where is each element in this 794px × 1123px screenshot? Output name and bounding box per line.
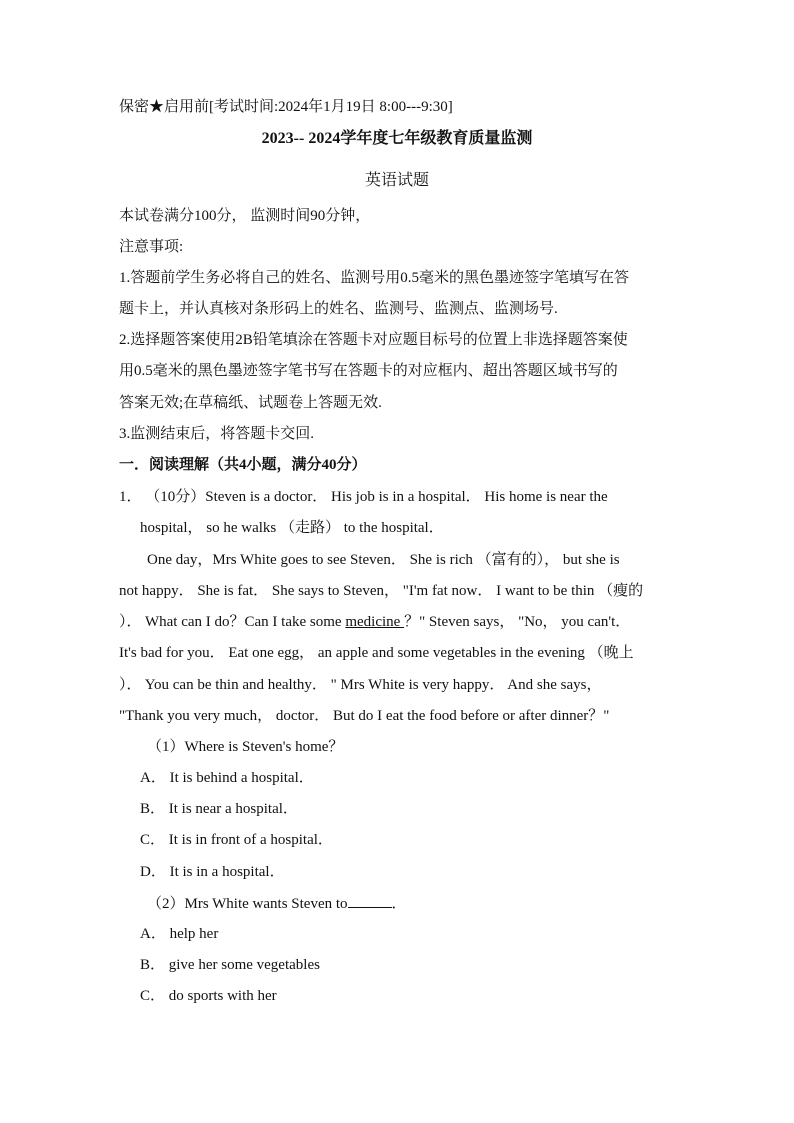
sub1-option-b: B． It is near a hospital． <box>140 801 298 817</box>
sub1-option-d: D． It is in a hospital． <box>140 864 285 880</box>
notes-item1-line2: 题卡上，并认真核对条形码上的姓名、监测号、监测点、监测场号. <box>119 301 558 317</box>
passage-line3-end: ？" Steven says， "No， you can't． <box>404 614 631 630</box>
passage-line1: One day，Mrs White goes to see Steven． She is rich （富有的）， but she is <box>147 552 620 568</box>
sub2-option-c: C． do sports with her <box>140 988 277 1004</box>
sub1-option-a: A． It is behind a hospital． <box>140 770 314 786</box>
sub2-question-text: （2）Mrs White wants Steven to <box>147 896 348 912</box>
notes-heading: 注意事项: <box>119 239 184 255</box>
sub1-option-c: C． It is in front of a hospital． <box>140 832 333 848</box>
notes-item2-line1: 2.选择题答案使用2B铅笔填涂在答题卡对应题目标号的位置上非选择题答案使 <box>119 332 628 348</box>
sub2-question-end: ． <box>391 896 407 912</box>
passage-line6: "Thank you very much， doctor． But do I eat the food before or after dinner？" <box>119 708 610 724</box>
secret-line: 保密★启用前[考试时间:2024年1月19日 8:00---9:30] <box>119 99 453 115</box>
notes-item2-line3: 答案无效;在草稿纸、试题卷上答题无效. <box>119 395 382 411</box>
sub1-question: （1）Where is Steven's home？ <box>147 739 344 755</box>
sub2-question <box>147 893 407 914</box>
section1-heading: 一．阅读理解（共4小题，满分40分） <box>119 457 367 473</box>
notes-item3: 3.监测结束后，将答题卡交回. <box>119 426 315 442</box>
passage-line4: It's bad for you． Eat one egg， an apple and some vegetables in the evening （晚上 <box>119 645 634 661</box>
exam-subject: 英语试题 <box>364 172 429 189</box>
answer-blank <box>348 893 392 908</box>
exam-title: 2023-- 2024学年度七年级教育质量监测 <box>261 130 533 147</box>
passage-line2: not happy． She is fat． She says to Steven， "I'm fat now． I want to be thin （瘦的 <box>119 583 644 599</box>
sub2-option-a: A． help her <box>140 926 219 942</box>
notes-item1-line1: 1.答题前学生务必将自己的姓名、监测号用0.5毫米的黑色墨迹签字笔填写在答 <box>119 270 630 286</box>
underlined-word-medicine: medicine <box>345 614 405 630</box>
sub2-option-b: B． give her some vegetables <box>140 957 320 973</box>
passage-line3-start: ）． What can I do？Can I take some <box>119 614 346 630</box>
q1-line2: hospital， so he walks （走路） to the hospital． <box>140 520 444 536</box>
passage-line3 <box>119 612 630 632</box>
q1-line1: 1． （10分）Steven is a doctor． His job is in a hospital． His home is near the <box>119 489 608 505</box>
score-time-note: 本试卷满分100分， 监测时间90分钟， <box>119 208 371 224</box>
passage-line5: ）． You can be thin and healthy． " Mrs White is very happy． And she says， <box>119 677 602 693</box>
notes-item2-line2: 用0.5毫米的黑色墨迹签字笔书写在答题卡的对应框内、超出答题区域书写的 <box>119 363 618 379</box>
